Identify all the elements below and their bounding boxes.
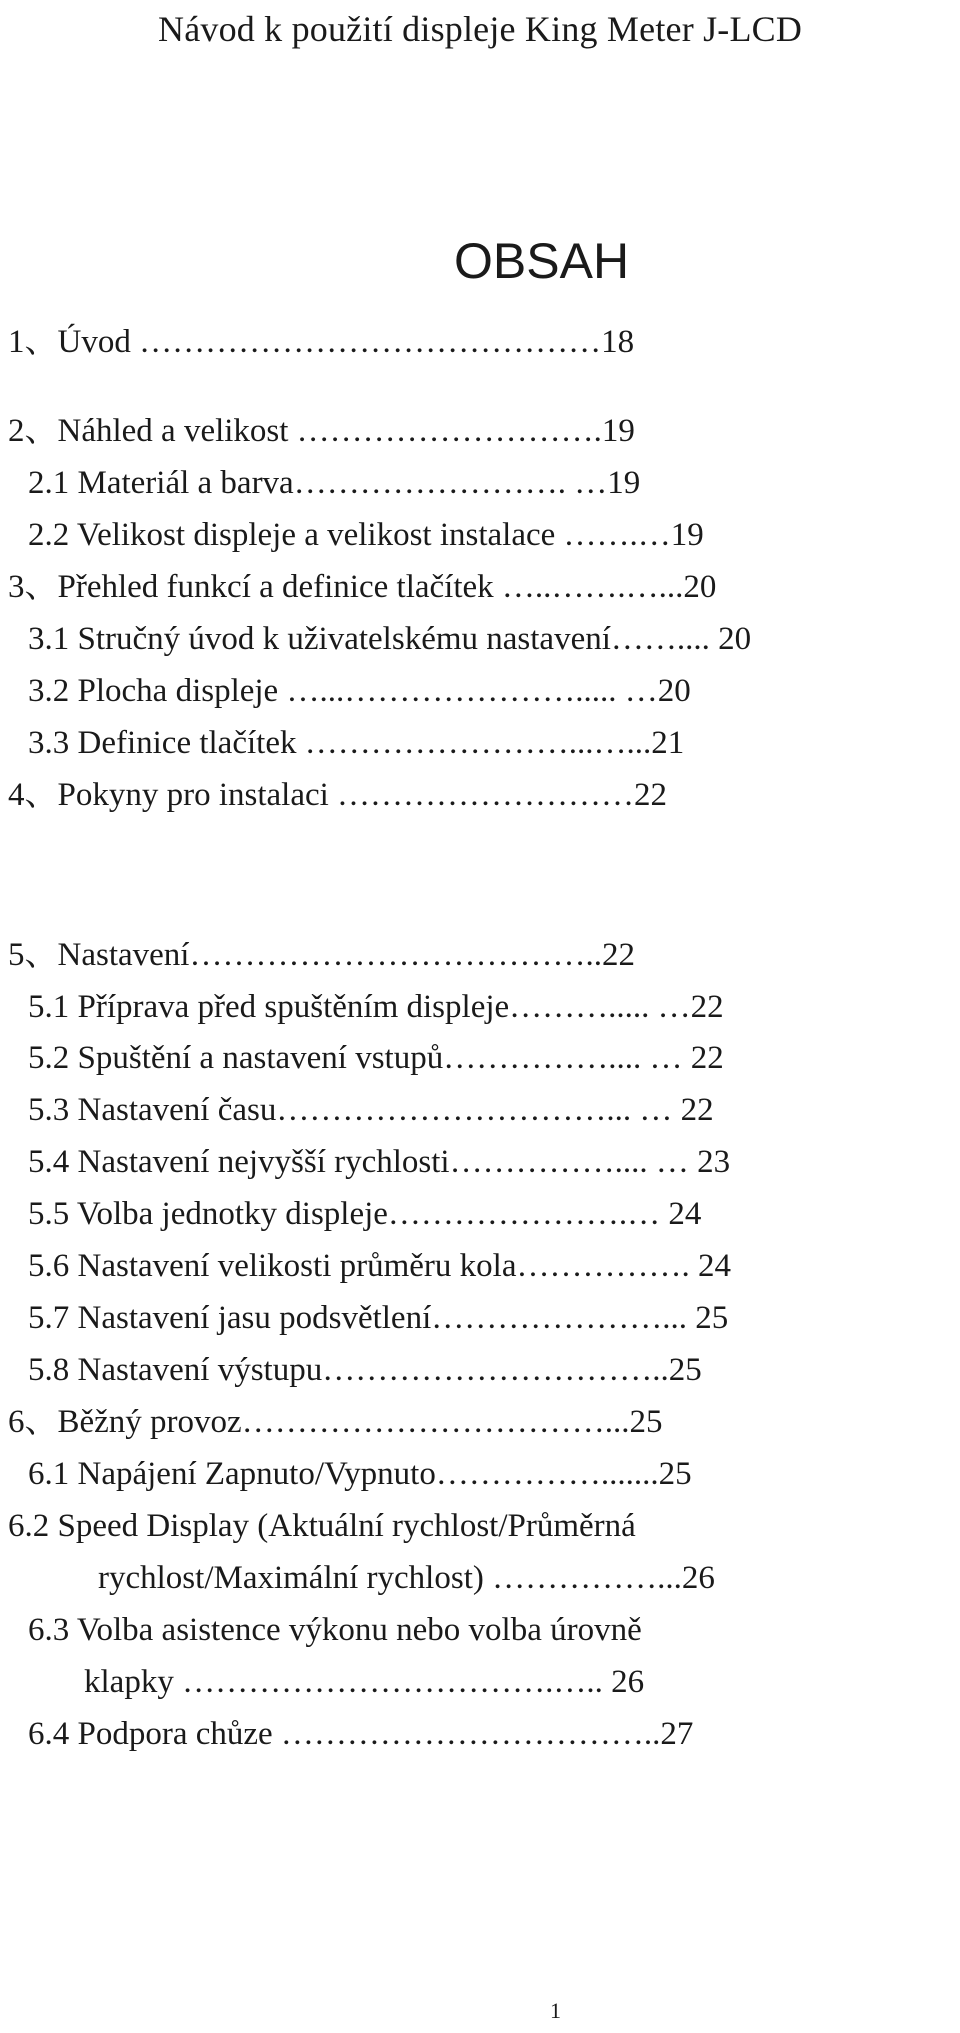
toc-entry: 5.8 Nastavení výstupu…………………………..25 bbox=[28, 1352, 702, 1388]
toc-entry: 5.4 Nastavení nejvyšší rychlosti…………….... … 23 bbox=[28, 1144, 731, 1180]
toc-entry: klapky …………………………….….. 26 bbox=[84, 1664, 645, 1700]
toc-entry: 2、Náhled a velikost ……………………….19 bbox=[8, 413, 635, 449]
toc-entry: 3.1 Stručný úvod k uživatelskému nastavení…….... 20 bbox=[28, 621, 752, 657]
toc-entry: 2.2 Velikost displeje a velikost instalace …….…19 bbox=[28, 517, 704, 553]
toc-heading: OBSAH bbox=[454, 233, 630, 289]
toc-entry: 5.7 Nastavení jasu podsvětlení…………………... 25 bbox=[28, 1300, 729, 1336]
toc-entry: 6、Běžný provoz……………………………...25 bbox=[8, 1404, 663, 1440]
toc-entry: 6.1 Napájení Zapnuto/Vypnuto…………….......25 bbox=[28, 1456, 692, 1492]
page-number: 1 bbox=[550, 1998, 561, 2023]
toc-entry: 5.2 Spuštění a nastavení vstupů…………….... … 22 bbox=[28, 1040, 724, 1076]
toc-entry: 1、Úvod ……………………………………18 bbox=[8, 324, 635, 360]
toc-entry: 6.4 Podpora chůze ……………………………..27 bbox=[28, 1716, 694, 1752]
toc-entry: 2.1 Materiál a barva……………………. …19 bbox=[28, 465, 641, 501]
toc-entry: 6.3 Volba asistence výkonu nebo volba úrovně bbox=[28, 1612, 642, 1648]
toc-entry: 5.3 Nastavení času…………………………... … 22 bbox=[28, 1092, 714, 1128]
toc-entry: rychlost/Maximální rychlost) ……………...26 bbox=[98, 1560, 715, 1596]
toc-entry: 6.2 Speed Display (Aktuální rychlost/Průměrná bbox=[8, 1508, 636, 1544]
toc-entry: 3.2 Plocha displeje …...…………………..... …20 bbox=[28, 673, 691, 709]
document-title: Návod k použití displeje King Meter J-LCD bbox=[158, 9, 803, 49]
toc-entry: 5、Nastavení………………………………..22 bbox=[8, 937, 635, 973]
toc-entry: 5.6 Nastavení velikosti průměru kola……………. 24 bbox=[28, 1248, 731, 1284]
toc-entry: 3、Přehled funkcí a definice tlačítek …..…….…...20 bbox=[8, 569, 717, 605]
toc-entry: 4、Pokyny pro instalaci ………………………22 bbox=[8, 777, 668, 813]
toc-entry: 5.1 Příprava před spuštěním displeje………..... …22 bbox=[28, 989, 724, 1025]
toc-entry: 3.3 Definice tlačítek ……………………...…...21 bbox=[28, 725, 685, 761]
toc-entry: 5.5 Volba jednotky displeje………………….… 24 bbox=[28, 1196, 702, 1232]
